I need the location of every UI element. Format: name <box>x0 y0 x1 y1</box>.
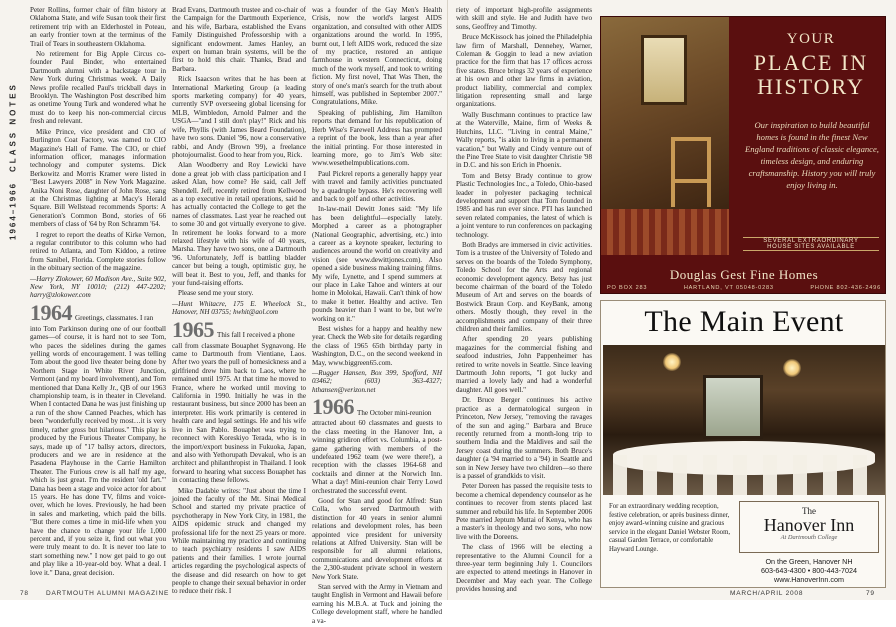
ad-title-line2: PLACE IN HISTORY <box>753 50 869 99</box>
window-illustration <box>703 375 763 439</box>
signature: —Hunt Whitacre, 175 E. Wheelock St., Hanover, NH 03755; hwhit@aol.com <box>172 299 306 317</box>
paragraph: No retirement for Big Apple Circus co-founder Paul Binder, who entertained Dartmouth alumni with a backstage tour in New York during Christmas week. A Daily News profile recalled Paul's trickball days in Brooklyn. The Washington Post described him as onetime Young Turk and wondered what he must do to keep his non-commercial circus fresh and relevant. <box>30 50 166 126</box>
ad-band-line2: HOUSE SITES AVAILABLE <box>767 244 855 250</box>
class-year-heading <box>312 394 442 420</box>
column-4 <box>456 6 592 596</box>
class-year: 1965 <box>172 316 214 342</box>
class-year-lead: The October mini-reunion <box>357 408 432 417</box>
chairs-illustration <box>613 455 875 495</box>
logo-subtitle: At Dartmouth College <box>780 534 838 541</box>
ad-address-line <box>607 285 881 291</box>
ad-title-line1: YOUR <box>786 31 836 47</box>
page-number: 78 <box>20 590 29 597</box>
paragraph: attracted about 60 classmates and guests to the class meeting in the Hanover Inn, a winning gridiron effort vs. Columbia, a post-game gathering with members of the undefeated 1962 team (we were there!), a reception with the classes 1964-68 and cocktails and dinner at the Norwich Inn. What a day! Mini-reunion chair Terry Lowd orchestrated the successful event. <box>312 419 442 495</box>
signature: —Rugger Hansen, Box 399, Spofford, NH 03462; (603) 363-4327; hthansen@verizon.net <box>312 369 442 394</box>
paragraph: Wally Buschmann continues to practice law at the Waterville, Maine, firm of Weeks & Hutchins, LLC. "Living in central Maine," Wally reports, "is akin to living in a permanent vacation," but Wally and Cindy venture out of the Pine Tree State to visit daughter Christie '98 in D.C. and his son Erich in Phoenix. <box>456 110 592 170</box>
class-year: 1966 <box>312 394 354 420</box>
paragraph: I regret to report the deaths of Kirke Vernon, a regular contributor to this column who had retired to Atlanta, and Tom Kiddoo, a retiree from Sanibel, Florida. Complete stories follow in the obituary section of the magazine. <box>30 230 166 273</box>
column-2 <box>172 6 306 598</box>
contact-location: On the Green, Hanover NH <box>765 557 853 566</box>
ad-main-event-title: The Main Event <box>644 305 844 338</box>
section-tab-years: 1964–1966 <box>8 181 18 240</box>
column-3 <box>312 6 442 627</box>
ad-brand-name: Douglas Gest Fine Homes <box>669 267 819 282</box>
ad-main-event-text: For an extraordinary wedding reception, festive celebration, or après business dinner, enjoy award-winning cuisine and gracious service in the elegant Daniel Webster Room, casual Garden Terrace, or comfortable Hayward Lounge. <box>609 503 731 553</box>
ad-sites-band <box>743 237 879 251</box>
paragraph: into Tom Parkinson during one of our football games—of course, it is hard not to see Tom, who paces the sidelines during the games yelling words of encouragement. I was telling Tom about the good live theater being done by Northern Stage in White River Junction, Vermont (and my board involvement), and Tom mentioned that Dana Kelly Jr., QB of our 1963 championship team, is in theater in Cleveland. When I contacted Dana he was just finishing up a run of the show Canned Peaches, which has been "wonderfully received by most…it is very timely, rather gross but hilarious." This play is produced by the Furious Theater Company, he says, made up of "17 ballsy actors, directors, producers and we are in residence at the Pasadena Playhouse in the Carrie Hamilton Theater. The Furious crew is all half my age, which is just great. I'm the resident 'old fart.'" Dana has been a stage and voice actor for about 15 years. He has done TV, films and voice-over, which he loves. Previously, he had been in sales and marketing, which paid the bills. "But there comes a time in mid-life when you have the chance to change your life 1,000 percent and, if you seize it, find out what you were truly meant to do. It is never too late to start something new." I now get paid to go out and play like a 10-year-old boy. What a deal. I love it." Dana, great decision. <box>30 324 166 577</box>
paragraph: Paul Pickrel reports a generally happy year with travel and family activities punctuated by a quadruple bypass. He's recovering well and back to golf and other activities. <box>312 169 442 203</box>
page-number: 79 <box>866 590 875 597</box>
paragraph: Brad Evans, Dartmouth trustee and co-chair of the Campaign for the Dartmouth Experience, and his wife, Barbara, established the Evans Family Distinguished Professorship with a significant endowment. James Hanley, an expert on human brain systems, will be the first to hold this chair. Thanks, Brad and Barbara. <box>172 6 306 73</box>
class-year-heading <box>172 316 306 342</box>
ad-douglas-gest-homes[interactable] <box>600 16 886 294</box>
issue-date: MARCH/APRIL 2008 <box>730 590 804 597</box>
contact-phones: 603-643-4300 • 800-443-7024 <box>760 566 858 575</box>
paragraph: Stan served with the Army in Vietnam and taught English in Vermont and Hawaii before earning his M.B.A. at Tuck and joining the College development staff, where he handled a va- <box>312 583 442 625</box>
ad-town: HARTLAND, VT 05048-0283 <box>683 285 774 291</box>
ad-contact-info <box>739 557 879 584</box>
paragraph: Alan Woodberry and Roy Lewicki have done a great job with class participation and I asked Alan, how come? He said, call Jeff Shendell. Jeff, recently retired from Kellwood as a top executive in retail operations, said he has actually contacted the College to get the names of classmates. Last year he reached out to some 30 and got virtually everyone to give. In retirement he looks forward to a more relaxed lifestyle with his wife of 40 years, Marsha. They have two sons, one a Dartmouth '96. Unfortunately, Jeff is battling bladder cancer but being a tough, optimistic guy, he will beat it. Best to you, Jeff, and thanks for your fund-raising efforts. <box>172 161 306 287</box>
ad-po-box: PO BOX 283 <box>607 285 648 291</box>
column-1 <box>30 6 166 579</box>
window-illustration <box>641 35 687 105</box>
class-year: 1964 <box>30 299 72 325</box>
paragraph: Rick Isaacson writes that he has been at International Marketing Group (a leading sports marketing company) for 40 years, currently SVP overseeing global licensing for MLB, Wimbledon, Arnold Palmer and the USGA—"and I still don't play!" Rick and his wife, Phyllis (with James Beard Foundation), have two sons. Daniel '96, now a conservative rabbi, and Andy (Brown '99), a freelance photojournalist. Good to hear from you, Rick. <box>172 75 306 159</box>
paragraph: Good for Stan and good for Alfred: Stan Colla, who served Dartmouth with distinction for 40 years in senior alumni relations and development roles, has been appointed vice president for university relations at Alfred University. Stan will be responsible for all alumni relations, communications and development efforts at the 2,300-student private school in western New York State. <box>312 496 442 581</box>
chair-illustration <box>671 137 711 207</box>
class-year-heading <box>30 299 166 325</box>
chandelier-illustration <box>663 353 681 371</box>
paragraph: In-law-mail Dewitt Jones said: "My life has been delightful—especially lately. Morphed a career as a photographer (National Geographic, advertising, etc.) into a career as a keynote speaker, lecturing to audiences around the world on creativity and vision (see www.dewittjones.com). Also opened a side business making training films. My wife, Lynette, and I spend summers at our place in Lake Tahoe and winters at our home in Molokai, Hawaii. Can't think of how to make it better. Healthy and active. Ten pounds heavier than I want to be, but we're working on it." <box>312 205 442 323</box>
ad-band-line1: SEVERAL EXTRAORDINARY <box>763 237 859 244</box>
paragraph: Bruce McKissock has joined the Philadelphia law firm of Marshall, Dennehey, Warner, Coleman & Goggin to lead a new aviation practice for the firm that has 17 offices across five states. Bruce brings 32 years of experience at his own and other law firms in aviation, product liability, commercial and complex litigation representing small and large organizations. <box>456 33 592 109</box>
section-tab <box>6 40 20 240</box>
rug-illustration <box>601 209 729 255</box>
paragraph: Best wishes for a happy and healthy new year. Check the Web site for details regarding the class of 1965 65th birthday party in Washington, D.C., on the second weekend in May, www.biggreen65.com. <box>312 325 442 367</box>
ad-dining-room-photo <box>603 345 885 495</box>
paragraph: call from classmate Bouaphet Sygnavong. He came to Dartmouth from Vientiane, Laos. After two years the pull of homesickness and a girlfriend drew him back to Laos, where he remained until 1975. At that time he moved to France, where he worked until moving to California in 1990. Initially he was in the restaurant business, but since 2000 has been an interpreter. His work primarily is centered in health care and legal settings. He and his wife live in San Pablo. Bouaphet was trying to reconnect with Koreskiyo Terada, who is in the import/export business in Fukuoka, Japan, and also with Yethorupath Devakul, who is an architect and philanthropist in Thailand. I look forward to hearing what success Bouaphet has in contacting these fellows. <box>172 341 306 485</box>
logo-name: Hanover Inn <box>763 515 855 535</box>
paragraph: Both Bradys are immersed in civic activities. Tom is a trustee of the University of Toledo and serves on the boards of the Toledo Symphony, Toledo School for the Arts and regional economic development agency. Betsy has just become chairman of the board of the Toledo Museum of Art and serves on the boards of Bostwick Braun Corp. and KeyBank, among others. Mostly though, they revel in the accomplishments and company of their three children and their families. <box>456 240 592 334</box>
paragraph: Dr. Bruce Berger continues his active practice as a dermatological surgeon in Princeton, New Jersey, "removing the ravages of the sun and aging." Barbara and Bruce recently returned from a month-long trip to southern India and the Maldives and sail the Jersey coast during the summers. Both Bruce's daughter (a '94 married to a '94) in Seattle and son in New Jersey have two children—so there is a passel of grandkids to visit. <box>456 396 592 480</box>
hanover-inn-logo <box>739 501 879 553</box>
paragraph: Peter Rollins, former chair of film history at Oklahoma State, and wife Susan took their first retirement trip with an Elderhostel in Poteau, an early frontier town at the terminus of the Trail of Tears in southeastern Oklahoma. <box>30 6 166 48</box>
left-page <box>0 0 448 625</box>
ad-phone: PHONE 802-436-2496 <box>810 285 881 291</box>
paragraph: Mike Prince, vice president and CIO of Burlington Coat Factory, was named to CIO Magazine's Hall of Fame. The CIO, or chief information officer, manages information technology and computer systems. Dick Berkowitz and Morris Kramer were listed in "Best Lawyers 2008" in New York Magazine. Anika Noni Rose, daughter of John Rose, sang at the Christmas lighting at Macy's Herald Square. Bill Wellstead recommends Sports: A Generation's Common Bond, stories of 66 members of class of '64 by Ron Schramm '64. <box>30 127 166 229</box>
paragraph: Peter Doreen has passed the requisite tests to become a chemical dependency counselor as he continues to recover from stents placed last summer and rebuild his life. In September 2006 Pete married Jeptum Muttai of Kenya, who has a master's in theology and two sons, who now live with the Doreens. <box>456 482 592 541</box>
ad-body-text: Our inspiration to build beautiful homes is found in the finest New England traditions of classic elegance, timeless design, and enduring craftsmanship. History you will truly enjoy living in. <box>745 120 879 190</box>
paragraph: Mike Dadabie writes: "Just about the time I joined the faculty of the Mt. Sinai Medical School and started my private practice of psychotherapy in New York City, in 1981, the AIDS epidemic struck and changed my professional life for the next 25 years or more. While maintaining my practice and continuing to teach psychiatry residents I saw AIDS patients and their families. I wrote journal articles regarding the psychological aspects of the disease and did research on how to get people to change their sexual behavior in order to reduce their risk. I <box>172 486 306 596</box>
logo-the: The <box>802 506 816 516</box>
section-tab-label: CLASS NOTES <box>8 82 18 172</box>
paragraph: The class of 1966 will be electing a representative to the Alumni Council for a three-year term beginning July 1. Councilors are expected to attend meetings in Hanover in December and May each year. The College provides housing and <box>456 543 592 594</box>
contact-website[interactable]: www.HanoverInn.com <box>774 575 844 584</box>
paragraph: After spending 20 years publishing magazines for the commercial fishing and seafood industries, John Pappenheimer has retired to write novels in Seattle. Since leaving Dartmouth John reports, "I got lucky and married a lovely lady and had a wonderful daughter. All goes well." <box>456 335 592 394</box>
magazine-name: DARTMOUTH ALUMNI MAGAZINE <box>46 590 170 597</box>
paragraph: Tom and Betsy Brady continue to grow Plastic Technologies Inc., a Toledo, Ohio-based leader in polyester packaging technical development and support that Tom founded in 1985 and has run ever since. PTI has launched seven related companies, the latest of which is a joint venture to run conferences on packaging technology. <box>456 171 592 239</box>
ad-interior-photo <box>601 17 729 255</box>
chandelier-illustration <box>783 359 801 377</box>
class-year-lead: This fall I received a phone <box>217 331 295 340</box>
paragraph: riety of important high-profile assignments with skill and style. He and Judith have two sons, Geoffrey and Timothy. <box>456 6 592 31</box>
signature: —Harry Zlokower, 60 Madison Ave., Suite 902, New York, NY 10010; (212) 447-2202; harry@zlokower.com <box>30 274 166 300</box>
paragraph: Speaking of publishing, Jim Hamilton reports that demand for his republication of Herb Wise's Farewell Address has prompted a reprint of the book, less than a year after the initial printing. For those interested in learning more, go to Jim's Web site: www.wesethelmpublications.com. <box>312 108 442 168</box>
paragraph: was a founder of the Gay Men's Health Crisis, now the world's largest AIDS organization, and consulted with other AIDS organizations around the world. In 1995, burnt out, I left AIDS work, reduced the size of my practice, restored an antique farmhouse in western Connecticut, doing much of the work myself, and took to writing fiction. My first novel, That Was Then, the story of one's man's search for the truth about himself, was published in September 2007." Congratulations, Mike. <box>312 6 442 107</box>
paragraph: Please send me your story. <box>178 289 254 298</box>
class-year-lead: Greetings, classmates. I ran <box>75 314 154 323</box>
ad-hanover-inn[interactable] <box>600 300 886 588</box>
